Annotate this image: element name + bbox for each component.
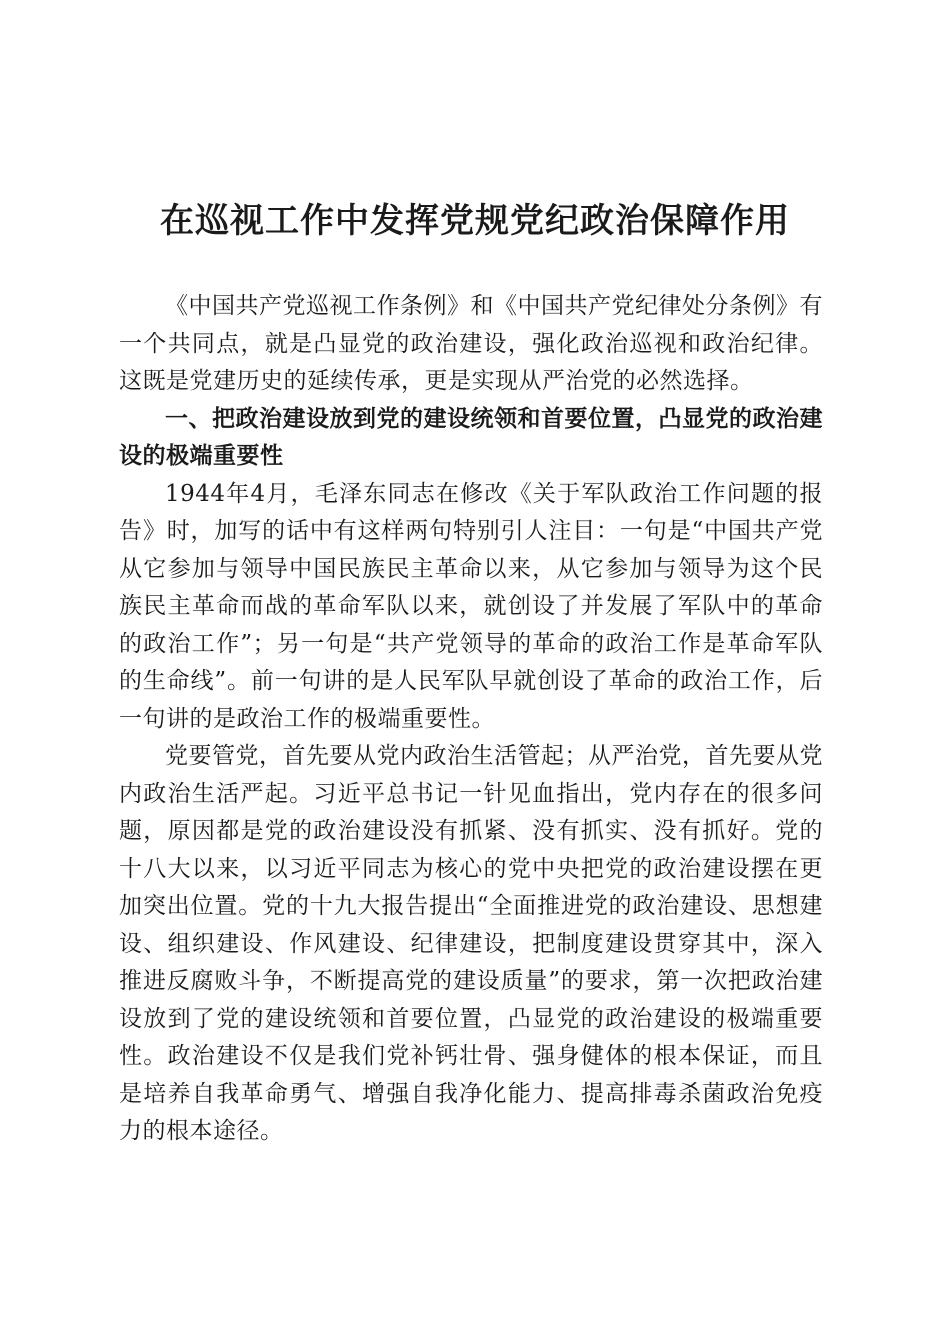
body-paragraph-2: 党要管党，首先要从党内政治生活管起；从严治党，首先要从党内政治生活严起。习近平总书记一针见血指出，党内存在的很多问题，原因都是党的政治建设没有抓紧、没有抓实、没有抓好。党的十八大以来，以习近平同志为核心的党中央把党的政治建设摆在更加突出位置。党的十九大报告提出“全面推进党的政治建设、思想建设、组织建设、作风建设、纪律建设，把制度建设贯穿其中，深入推进反腐败斗争，不断提高党的建设质量”的要求，第一次把政治建设放到了党的建设统领和首要位置，凸显党的政治建设的极端重要性。政治建设不仅是我们党补钙壮骨、强身健体的根本保证，而且是培养自我革命勇气、增强自我净化能力、提高排毒杀菌政治免疫力的根本途径。: [119, 743, 823, 1144]
document-body: [119, 288, 823, 1151]
document-title: 在巡视工作中发挥党规党纪政治保障作用: [160, 201, 790, 241]
body-paragraph-1: 1944年4月，毛泽东同志在修改《关于军队政治工作问题的报告》时，加写的话中有这样两句特别引人注目：一句是“中国共产党从它参加与领导中国民族民主革命以来，从它参加与领导为这个民族民主革命而战的革命军队以来，就创设了并发展了军队中的革命的政治工作”；另一句是“共产党领导的革命的政治工作是革命军队的生命线”。前一句讲的是人民军队早就创设了革命的政治工作，后一句讲的是政治工作的极端重要性。: [119, 480, 823, 732]
intro-paragraph: 《中国共产党巡视工作条例》和《中国共产党纪律处分条例》有一个共同点，就是凸显党的政治建设，强化政治巡视和政治纪律。这既是党建历史的延续传承，更是实现从严治党的必然选择。: [119, 293, 823, 394]
section-heading: 一、把政治建设放到党的建设统领和首要位置，凸显党的政治建设的极端重要性: [119, 405, 823, 469]
